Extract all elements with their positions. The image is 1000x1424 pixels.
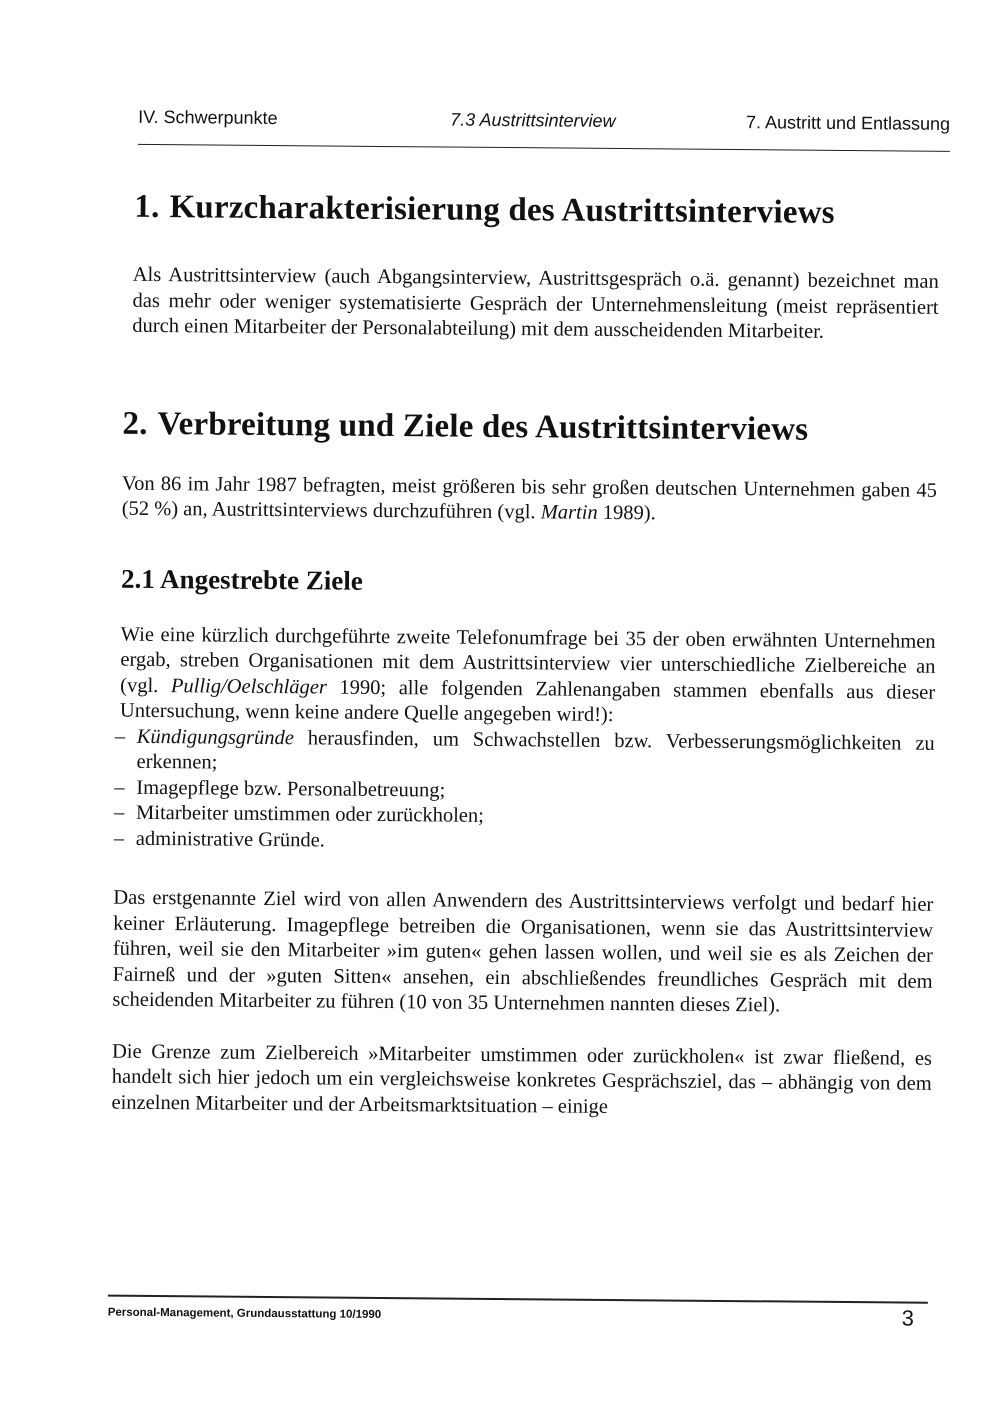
running-header (138, 107, 950, 144)
list-item-text: administrative Gründe. (135, 827, 325, 851)
footer-source: Personal-Management, Grundausstattung 10/1990 (107, 1306, 382, 1321)
section-2-citation: Martin (540, 501, 598, 524)
section-2-heading (122, 401, 937, 452)
subsection-citation: Pullig/Oelschläger (170, 674, 328, 698)
section-2-title: Verbreitung und Ziele des Austrittsinterviews (157, 405, 809, 448)
paragraph-goal-boundary: Die Grenze zum Zielbereich »Mitarbeiter umstimmen oder zurückholen« ist zwar fließend, es handelt sich hier jedoch um ein vergleichsweise konkretes Gesprächsziel, das – abhängig von dem einzelnen Mitarbeiter und der Arbeitsmarktsituation – einige (111, 1040, 933, 1118)
header-rule (138, 144, 950, 152)
list-item-emphasis: Kündigungsgründe (136, 725, 295, 749)
header-chapter: IV. Schwerpunkte (138, 106, 278, 129)
header-section: 7.3 Austrittsinterview (450, 109, 616, 131)
list-item-text: Mitarbeiter umstimmen oder zurückholen; (135, 801, 485, 827)
list-item-text: herausfinden, um Schwachstellen bzw. Verbesserungsmöglichkeiten zu erkennen; (136, 726, 935, 774)
section-1-heading (134, 185, 939, 236)
paragraph-goals-explanation: Das erstgenannte Ziel wird von allen Anwendern des Austrittsinterviews verfolgt und bedarf hier keiner Erläuterung. Imagepflege betreiben die Organisationen, wenn sie das Austrittsinterview führen, weil sie den Mitarbeiter »im guten« gehen lassen wollen, und weil sie es als Zeichen der Fairneß und der »guten Sitten« ansehen, ein abschließendes freundliches Gespräch mit dem scheidenden Mitarbeiter zu führen (10 von 35 Unternehmen nannten dieses Ziel). (112, 886, 934, 1017)
section-2-number: 2. (122, 405, 148, 442)
list-item (114, 724, 934, 782)
goal-list (114, 724, 935, 859)
subsection-2-1-paragraph (120, 622, 936, 731)
main-content (111, 185, 939, 1123)
footer-rule (108, 1295, 928, 1304)
section-2-text-pre: Von 86 im Jahr 1987 befragten, meist größeren bis sehr großen deutschen Unternehmen gaben 45 (52 %) an, Austrittsinterviews durchzuführen (vgl. (121, 472, 938, 524)
section-1-title: Kurzcharakterisierung des Austrittsinterviews (169, 189, 835, 231)
section-1-number: 1. (134, 188, 160, 226)
section-2-text-post: 1989). (597, 501, 656, 525)
page-number: 3 (901, 1305, 915, 1331)
section-1-paragraph: Als Austrittsinterview (auch Abgangsinterview, Austrittsgespräch o.ä. genannt) bezeichnet man das mehr oder weniger systematisierte Gespräch der Unternehmensleitung (meist repräsentiert durch einen Mitarbeiter der Personalabteilung) mit dem ausscheidenden Mitarbeiter. (132, 263, 939, 343)
header-topic: 7. Austritt und Entlassung (745, 112, 951, 134)
subsection-2-1-heading: 2.1 Angestrebte Ziele (121, 563, 363, 596)
section-2-paragraph (122, 471, 937, 529)
list-item-text: Imagepflege bzw. Personalbetreuung; (136, 776, 446, 802)
subsection-text-pre: Wie eine kürzlich durchgeführte zweite Telefonumfrage bei 35 der oben erwähnten Unternehmen ergab, streben Organisationen mit dem Austrittsinterview vier unterschiedliche Zielbereiche an (vgl. (120, 623, 936, 697)
subsection-text-post: 1990; alle folgenden Zahlenangaben stammen ebenfalls aus dieser Untersuchung, wenn keine andere Quelle angegeben wird!): (119, 675, 936, 726)
